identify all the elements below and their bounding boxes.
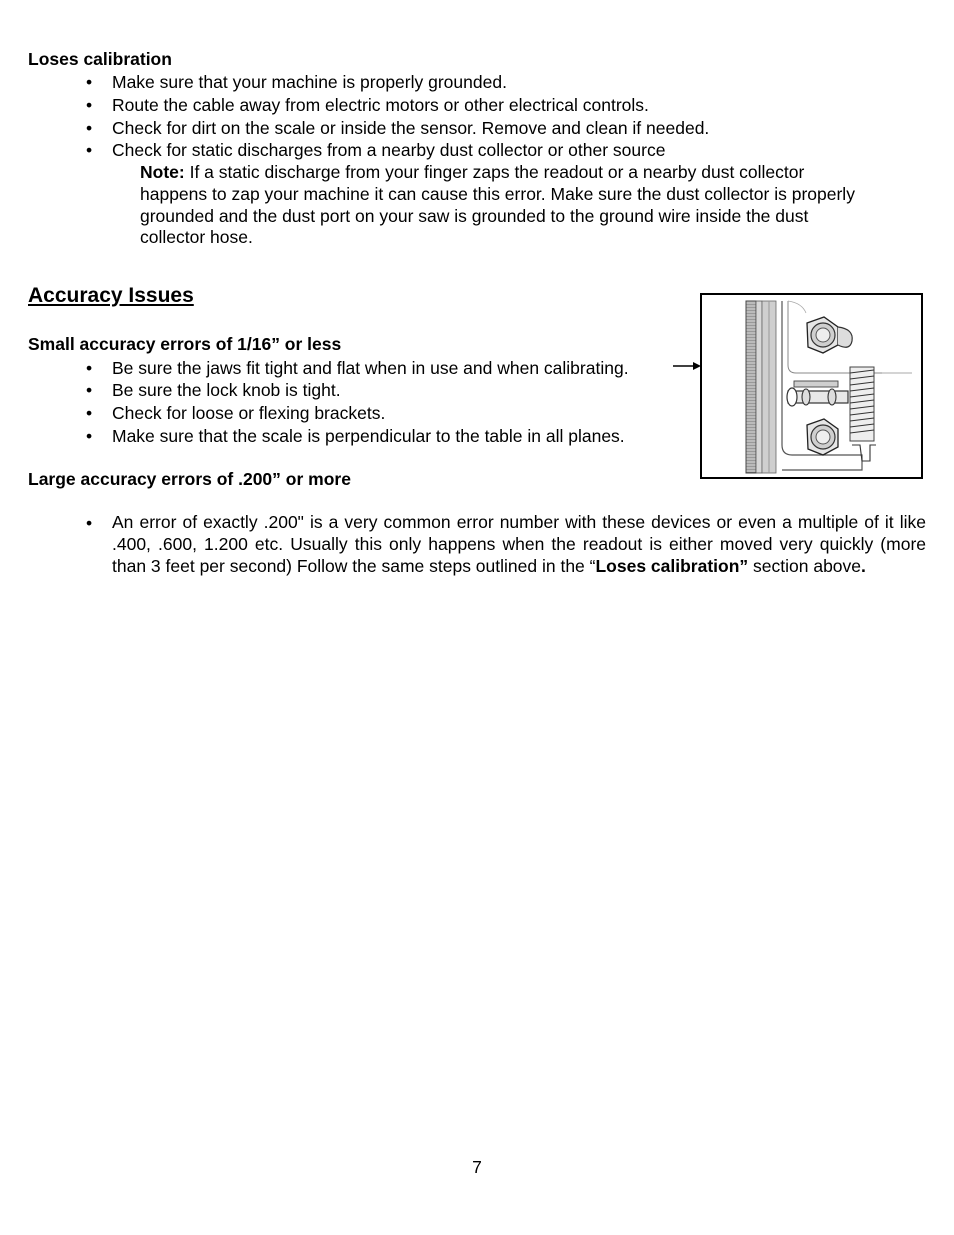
list-item xyxy=(0,94,954,116)
bullet-icon: • xyxy=(86,426,93,446)
large-error-paragraph xyxy=(112,512,926,577)
list-item-text: Check for loose or flexing brackets. xyxy=(112,403,386,423)
bullet-icon: • xyxy=(86,380,93,400)
section-heading-accuracy-issues: Accuracy Issues xyxy=(28,284,194,307)
bullet-icon: • xyxy=(86,140,93,160)
note-line-4: collector hose. xyxy=(140,227,253,247)
bullet-icon: • xyxy=(86,513,93,533)
list-item xyxy=(0,71,954,93)
section-heading-loses-calibration: Loses calibration xyxy=(28,49,172,69)
paragraph-text: An error of exactly .200" is a very common error number with these devices or even a multiple of it like .400, .600, 1.200 etc. Usually this only happens when the readout is either moved very quickly (more than 3 feet per second) Follow the same steps outlined in the “ xyxy=(112,512,926,576)
list-item-text: Route the cable away from electric motors or other electrical controls. xyxy=(112,95,649,115)
paragraph-period: . xyxy=(861,555,866,576)
bullet-icon: • xyxy=(86,358,93,378)
subheading-small-errors: Small accuracy errors of 1/16” or less xyxy=(28,334,342,354)
paragraph-text-end: section above xyxy=(748,555,862,576)
list-item xyxy=(0,139,954,161)
list-item-text: Make sure that your machine is properly grounded. xyxy=(112,72,507,92)
subheading-large-errors: Large accuracy errors of .200” or more xyxy=(28,469,351,489)
note-line-3: grounded and the dust port on your saw is grounded to the ground wire inside the dust xyxy=(140,206,809,226)
note-label: Note: xyxy=(140,162,185,182)
note-line-2: happens to zap your machine it can cause this error. Make sure the dust collector is properly xyxy=(140,184,855,204)
list-item xyxy=(0,117,954,139)
list-item-text: Check for dirt on the scale or inside the sensor. Remove and clean if needed. xyxy=(112,118,710,138)
bullet-icon: • xyxy=(86,118,93,138)
bullet-icon: • xyxy=(86,72,93,92)
list-item-text: Be sure the lock knob is tight. xyxy=(112,380,341,400)
note-text: If a static discharge from your finger zaps the readout or a nearby dust collector xyxy=(184,162,805,182)
note-line-1 xyxy=(140,161,804,183)
bullet-icon: • xyxy=(86,403,93,423)
list-item-text: Check for static discharges from a nearby dust collector or other source xyxy=(112,140,666,160)
arrow-right-icon xyxy=(672,359,702,373)
list-item-text: Be sure the jaws fit tight and flat when in use and when calibrating. xyxy=(112,358,629,378)
page-number: 7 xyxy=(472,1157,482,1177)
bullet-icon: • xyxy=(86,95,93,115)
bracket-illustration xyxy=(702,295,921,477)
section-reference: Loses calibration” xyxy=(595,555,749,576)
list-item-text: Make sure that the scale is perpendicular to the table in all planes. xyxy=(112,426,625,446)
bracket-figure xyxy=(700,293,923,479)
